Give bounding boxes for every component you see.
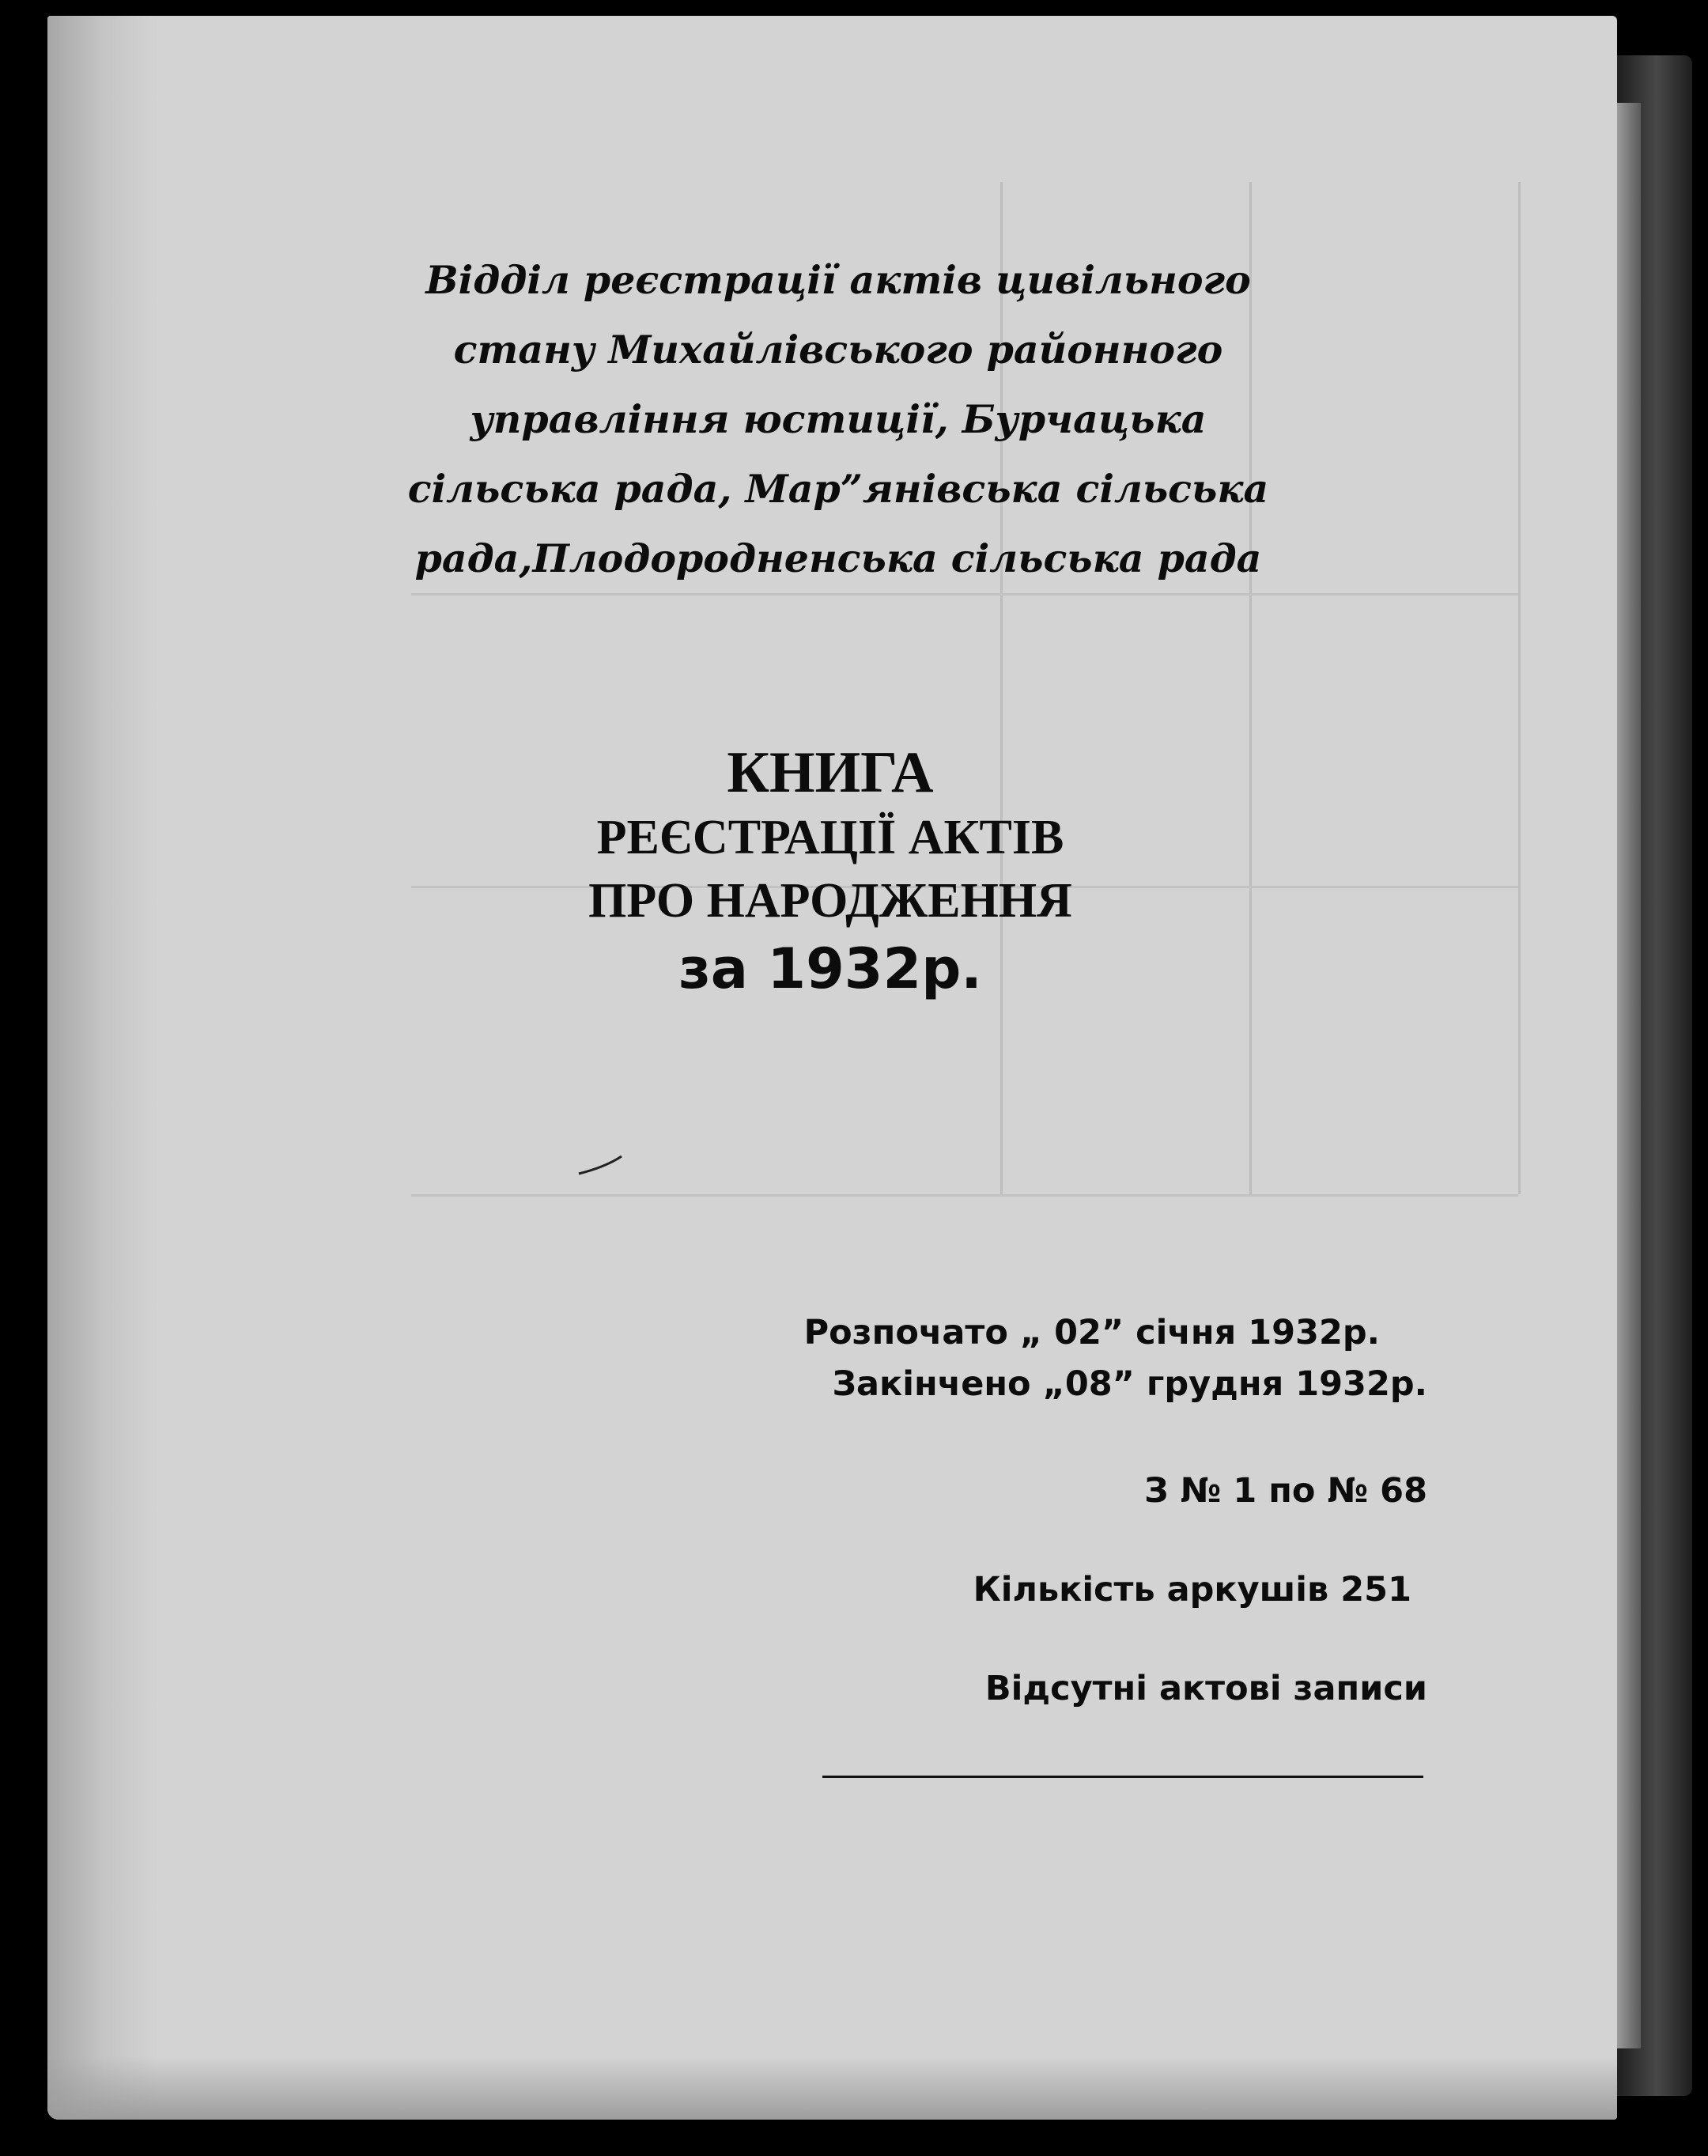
missing-records-label: Відсутні актові записи [984, 1669, 1427, 1708]
signature-rule [822, 1776, 1423, 1778]
title-line: РЕЄСТРАЦІЇ АКТІВ [596, 811, 1064, 864]
pen-mark-icon [577, 1155, 625, 1178]
record-range: З № 1 по № 68 [1144, 1471, 1427, 1511]
bleed-through-rule [1518, 182, 1521, 1194]
paper-bottom-shadow [47, 2056, 1617, 2120]
bleed-through-rule [411, 593, 1518, 596]
cover-page [47, 16, 1617, 2120]
header-line: стану Михайлівського районного [453, 327, 1223, 373]
book-title [459, 739, 1202, 1005]
finished-date: Закінчено „08” грудня 1932р. [832, 1364, 1427, 1404]
header-line: рада,Плодородненська сільська рада [414, 535, 1262, 581]
sheet-count: Кількість аркушів 251 [973, 1570, 1411, 1609]
bleed-through-rule [411, 1194, 1518, 1197]
title-line: ПРО НАРОДЖЕННЯ [588, 874, 1072, 928]
started-date-text: Розпочато „ 02” січня 1932р. [803, 1313, 1380, 1352]
title-main: КНИГА [727, 740, 934, 805]
header-line: управління юстиції, Бурчацька [470, 396, 1207, 442]
paper-fold-shadow [47, 16, 158, 2120]
title-year: за 1932р. [678, 936, 982, 1001]
institution-header [285, 245, 1392, 593]
header-line: сільська рада, Мар”янівська сільська [407, 466, 1269, 512]
header-line: Відділ реєстрації актів цивільного [425, 257, 1251, 303]
